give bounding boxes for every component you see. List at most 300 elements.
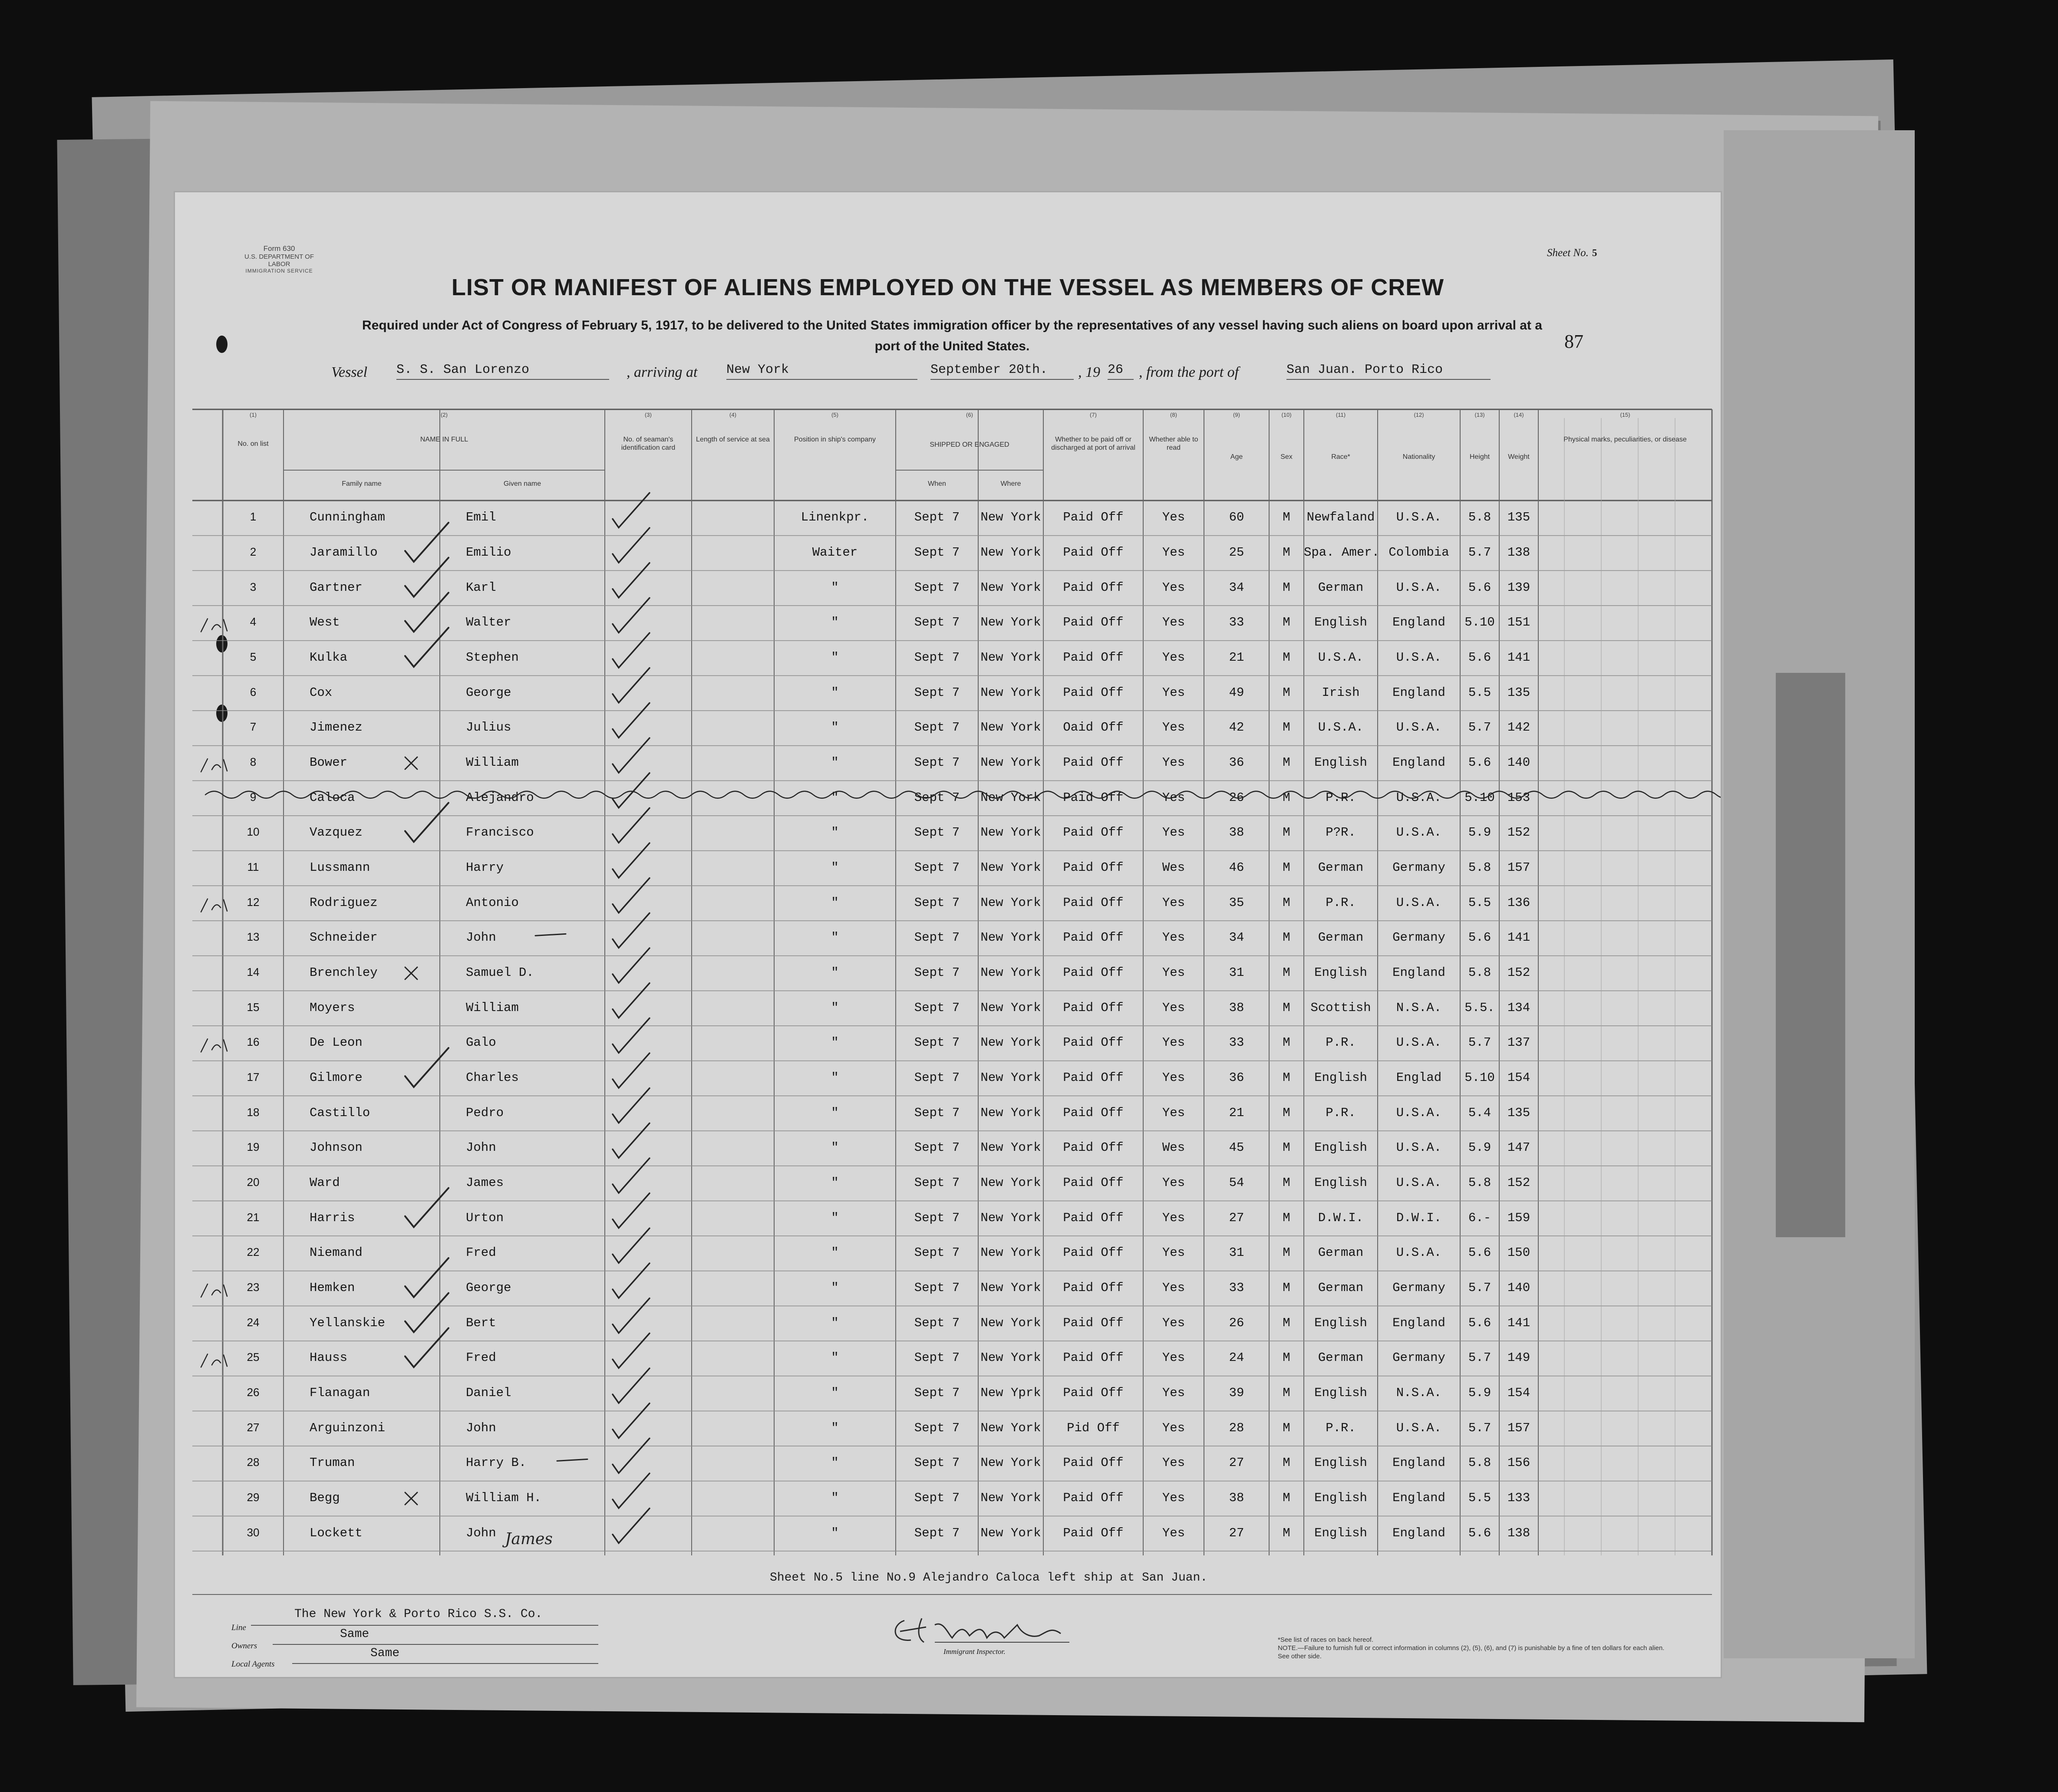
arrival-port: New York <box>726 362 917 380</box>
age: 33 <box>1229 1035 1244 1050</box>
height: 5.6 <box>1468 930 1491 945</box>
shipped-when: Sept 7 <box>914 1176 960 1190</box>
shipped-where: New York <box>980 1456 1041 1470</box>
x-mark <box>405 967 417 979</box>
footer-line-label: Line <box>231 1623 246 1632</box>
check-mark <box>405 558 449 597</box>
race: U.S.A. <box>1318 720 1364 735</box>
shipped-when: Sept 7 <box>914 1281 960 1295</box>
shipped-when: Sept 7 <box>914 1140 960 1155</box>
paid-off-status: Paid Off <box>1063 1456 1124 1470</box>
header-race: Race* <box>1331 453 1350 461</box>
age: 38 <box>1229 1491 1244 1505</box>
position: " <box>831 1140 839 1155</box>
sheet-number-value: 5 <box>1592 247 1597 258</box>
header-position: Position in ship's company <box>794 436 876 443</box>
family-name: Brenchley <box>310 965 378 980</box>
service-name: IMMIGRATION SERVICE <box>245 268 313 274</box>
column-number: (2) <box>441 412 448 418</box>
family-name: Jimenez <box>310 720 363 735</box>
check-mark <box>613 1193 650 1228</box>
shipped-when: Sept 7 <box>914 1420 960 1435</box>
age: 46 <box>1229 860 1244 875</box>
nationality: U.S.A. <box>1396 1140 1442 1155</box>
height: 5.10 <box>1464 1071 1495 1085</box>
given-name: Walter <box>466 615 511 630</box>
weight: 141 <box>1507 930 1530 945</box>
shipped-where: New York <box>980 1210 1041 1225</box>
sex: M <box>1283 1035 1290 1050</box>
race: German <box>1318 580 1364 595</box>
row-number: 13 <box>247 930 260 944</box>
given-name: Francisco <box>466 825 534 840</box>
weight: 139 <box>1507 580 1530 595</box>
able-to-read: Yes <box>1162 720 1185 735</box>
check-mark <box>613 913 650 948</box>
position: " <box>831 1525 839 1540</box>
nationality: Englad <box>1396 1071 1442 1085</box>
margin-mark <box>201 1039 227 1052</box>
shipped-when: Sept 7 <box>914 895 960 910</box>
from-port-label: , from the port of <box>1139 364 1239 380</box>
header-weight: Weight <box>1508 453 1530 461</box>
paid-off-status: Paid Off <box>1063 1140 1124 1155</box>
header-physical-marks: Physical marks, peculiarities, or disease <box>1563 436 1687 443</box>
row-number: 26 <box>247 1386 260 1399</box>
row-number: 7 <box>250 720 257 734</box>
position: " <box>831 1035 839 1050</box>
shipped-where: New York <box>980 965 1041 980</box>
paid-off-status: Paid Off <box>1063 1071 1124 1085</box>
race: English <box>1314 755 1367 770</box>
position: " <box>831 1245 839 1260</box>
page-tab <box>1776 673 1845 1237</box>
family-name: Jaramillo <box>310 545 378 560</box>
check-mark <box>405 1258 449 1297</box>
sex: M <box>1283 860 1290 875</box>
header-nationality: Nationality <box>1402 453 1435 461</box>
shipped-where: New York <box>980 580 1041 595</box>
arriving-label: , arriving at <box>627 364 698 380</box>
footer-agents-label: Local Agents <box>231 1660 275 1669</box>
nationality: Germany <box>1392 1351 1445 1365</box>
age: 33 <box>1229 1281 1244 1295</box>
check-mark <box>613 1158 650 1193</box>
x-mark <box>405 757 417 769</box>
age: 28 <box>1229 1420 1244 1435</box>
age: 27 <box>1229 1525 1244 1540</box>
shipped-when: Sept 7 <box>914 650 960 665</box>
sex: M <box>1283 685 1290 700</box>
check-mark <box>613 948 650 983</box>
shipped-when: Sept 7 <box>914 580 960 595</box>
shipped-where: New York <box>980 1176 1041 1190</box>
race: P.R. <box>1326 1105 1356 1120</box>
column-number: (8) <box>1170 412 1177 418</box>
paid-off-status: Paid Off <box>1063 650 1124 665</box>
able-to-read: Yes <box>1162 1071 1185 1085</box>
height: 5.7 <box>1468 1281 1491 1295</box>
dash-mark <box>557 1459 587 1461</box>
column-number: (3) <box>645 412 652 418</box>
race: English <box>1314 1176 1367 1190</box>
nationality: N.S.A. <box>1396 1386 1442 1400</box>
position: " <box>831 615 839 630</box>
height: 5.6 <box>1468 1525 1491 1540</box>
check-mark <box>405 523 449 562</box>
column-number: (11) <box>1336 412 1346 418</box>
shipped-where: New York <box>980 1351 1041 1365</box>
check-mark <box>405 628 449 667</box>
paid-off-status: Paid Off <box>1063 1035 1124 1050</box>
row-number: 16 <box>247 1035 260 1049</box>
sex: M <box>1283 1386 1290 1400</box>
given-name: Harry <box>466 860 504 875</box>
height: 5.10 <box>1464 790 1495 805</box>
shipped-where: New York <box>980 860 1041 875</box>
position: " <box>831 930 839 945</box>
weight: 152 <box>1507 965 1530 980</box>
paid-off-status: Paid Off <box>1063 615 1124 630</box>
nationality: Germany <box>1392 860 1445 875</box>
manifest-sheet <box>174 191 1722 1678</box>
column-number: (12) <box>1414 412 1424 418</box>
paid-off-status: Paid Off <box>1063 1281 1124 1295</box>
race: P?R. <box>1326 825 1356 840</box>
weight: 156 <box>1507 1456 1530 1470</box>
nationality: England <box>1392 1315 1445 1330</box>
family-name: Castillo <box>310 1105 370 1120</box>
given-name: John <box>466 930 496 945</box>
nationality: England <box>1392 1456 1445 1470</box>
sex: M <box>1283 790 1290 805</box>
position: " <box>831 755 839 770</box>
footer-line-rule <box>251 1625 598 1626</box>
height: 5.8 <box>1468 860 1491 875</box>
paid-off-status: Paid Off <box>1063 755 1124 770</box>
column-number: (7) <box>1090 412 1097 418</box>
weight: 157 <box>1507 860 1530 875</box>
paid-off-status: Paid Off <box>1063 1386 1124 1400</box>
paid-off-status: Paid Off <box>1063 1210 1124 1225</box>
nationality: D.W.I. <box>1396 1210 1442 1225</box>
age: 27 <box>1229 1210 1244 1225</box>
row-number: 6 <box>250 685 257 698</box>
paid-off-status: Paid Off <box>1063 965 1124 980</box>
paid-off-status: Paid Off <box>1063 1491 1124 1505</box>
header-shipped-or-engaged: SHIPPED OR ENGAGED <box>930 441 1009 448</box>
height: 5.7 <box>1468 720 1491 735</box>
footer-line-value: The New York & Porto Rico S.S. Co. <box>294 1608 543 1621</box>
check-mark <box>613 1053 650 1088</box>
sex: M <box>1283 1176 1290 1190</box>
check-mark <box>613 773 650 808</box>
family-name: Cox <box>310 685 333 700</box>
able-to-read: Wes <box>1162 1140 1185 1155</box>
column-number: (13) <box>1474 412 1485 418</box>
height: 5.10 <box>1464 615 1495 630</box>
check-mark <box>613 983 650 1018</box>
age: 45 <box>1229 1140 1244 1155</box>
check-mark <box>613 1018 650 1053</box>
handwritten-correction: James <box>505 1530 553 1548</box>
family-name: Schneider <box>310 930 378 945</box>
able-to-read: Yes <box>1162 1315 1185 1330</box>
row-number: 18 <box>247 1105 260 1119</box>
sex: M <box>1283 1525 1290 1540</box>
check-mark <box>613 1438 650 1473</box>
column-number: (15) <box>1620 412 1630 418</box>
shipped-when: Sept 7 <box>914 930 960 945</box>
paid-off-status: Paid Off <box>1063 1176 1124 1190</box>
age: 26 <box>1229 1315 1244 1330</box>
paid-off-status: Paid Off <box>1063 1000 1124 1015</box>
header-family-name: Family name <box>342 480 382 488</box>
paid-off-status: Paid Off <box>1063 790 1124 805</box>
given-name: Antonio <box>466 895 519 910</box>
height: 5.5 <box>1468 895 1491 910</box>
nationality: England <box>1392 615 1445 630</box>
sex: M <box>1283 1420 1290 1435</box>
position: " <box>831 1176 839 1190</box>
check-mark <box>613 493 650 527</box>
shipped-when: Sept 7 <box>914 510 960 525</box>
sex: M <box>1283 1315 1290 1330</box>
row-number: 28 <box>247 1456 260 1469</box>
age: 36 <box>1229 755 1244 770</box>
position: " <box>831 1000 839 1015</box>
given-name: George <box>466 1281 511 1295</box>
age: 21 <box>1229 650 1244 665</box>
height: 5.8 <box>1468 1176 1491 1190</box>
position: " <box>831 1210 839 1225</box>
shipped-when: Sept 7 <box>914 685 960 700</box>
position: " <box>831 580 839 595</box>
check-mark <box>613 878 650 913</box>
height: 5.7 <box>1468 1351 1491 1365</box>
position: " <box>831 1456 839 1470</box>
family-name: De Leon <box>310 1035 363 1050</box>
position: " <box>831 1315 839 1330</box>
nationality: U.S.A. <box>1396 580 1442 595</box>
weight: 140 <box>1507 1281 1530 1295</box>
shipped-when: Sept 7 <box>914 965 960 980</box>
sex: M <box>1283 1140 1290 1155</box>
year-prefix: , 19 <box>1078 364 1100 380</box>
race: German <box>1318 930 1364 945</box>
check-mark <box>613 703 650 738</box>
footnote <box>1278 1636 1669 1660</box>
weight: 142 <box>1507 720 1530 735</box>
position: Waiter <box>812 545 858 560</box>
race: Spa. Amer. <box>1304 545 1380 560</box>
family-name: Yellanskie <box>310 1315 386 1330</box>
nationality: U.S.A. <box>1396 1245 1442 1260</box>
height: 5.7 <box>1468 545 1491 560</box>
vessel-label: Vessel <box>331 364 368 380</box>
nationality: U.S.A. <box>1396 1176 1442 1190</box>
family-name: Rodriguez <box>310 895 378 910</box>
shipped-where: New York <box>980 1420 1041 1435</box>
race: English <box>1314 615 1367 630</box>
family-name: West <box>310 615 340 630</box>
family-name: Lussmann <box>310 860 370 875</box>
age: 31 <box>1229 965 1244 980</box>
race: German <box>1318 860 1364 875</box>
inspector-signature <box>887 1608 1104 1651</box>
check-mark <box>405 1188 449 1227</box>
margin-mark <box>201 619 227 632</box>
column-number: (1) <box>250 412 257 418</box>
row-number: 2 <box>250 545 257 558</box>
shipped-when: Sept 7 <box>914 1245 960 1260</box>
paid-off-status: Pid Off <box>1067 1420 1120 1435</box>
sex: M <box>1283 1351 1290 1365</box>
header-no-on-list: No. on list <box>237 440 269 448</box>
row-number: 5 <box>250 650 257 663</box>
race: German <box>1318 1351 1364 1365</box>
shipped-when: Sept 7 <box>914 1491 960 1505</box>
weight: 151 <box>1507 615 1530 630</box>
paid-off-status: Paid Off <box>1063 1315 1124 1330</box>
sex: M <box>1283 1000 1290 1015</box>
nationality: U.S.A. <box>1396 825 1442 840</box>
footer-owners-rule <box>273 1644 598 1645</box>
position: " <box>831 1071 839 1085</box>
x-mark <box>405 1492 417 1505</box>
row-number: 10 <box>247 825 260 839</box>
position: " <box>831 790 839 805</box>
race: English <box>1314 1140 1367 1155</box>
row-number: 21 <box>247 1210 260 1224</box>
header-id-card: No. of seaman's identification card <box>621 436 676 451</box>
check-mark <box>613 1228 650 1263</box>
height: 5.8 <box>1468 510 1491 525</box>
nationality: England <box>1392 965 1445 980</box>
nationality: England <box>1392 1491 1445 1505</box>
able-to-read: Wes <box>1162 860 1185 875</box>
dash-mark <box>535 934 566 936</box>
race: U.S.A. <box>1318 650 1364 665</box>
header-age: Age <box>1230 453 1243 461</box>
column-number: (14) <box>1514 412 1524 418</box>
given-name: Daniel <box>466 1386 511 1400</box>
paid-off-status: Paid Off <box>1063 1245 1124 1260</box>
shipped-when: Sept 7 <box>914 790 960 805</box>
age: 38 <box>1229 825 1244 840</box>
nationality: U.S.A. <box>1396 720 1442 735</box>
check-mark <box>613 1333 650 1368</box>
subtitle-line-2: port of the United States. <box>874 339 1030 353</box>
sex: M <box>1283 1071 1290 1085</box>
able-to-read: Yes <box>1162 755 1185 770</box>
shipped-when: Sept 7 <box>914 1105 960 1120</box>
able-to-read: Yes <box>1162 510 1185 525</box>
shipped-when: Sept 7 <box>914 1315 960 1330</box>
able-to-read: Yes <box>1162 825 1185 840</box>
given-name: Fred <box>466 1351 496 1365</box>
header-where: Where <box>1000 480 1021 488</box>
family-name: Moyers <box>310 1000 355 1015</box>
shipped-where: New York <box>980 1281 1041 1295</box>
race: English <box>1314 1456 1367 1470</box>
given-name: William H. <box>466 1491 542 1505</box>
row-number: 30 <box>247 1525 260 1539</box>
given-name: Karl <box>466 580 496 595</box>
age: 35 <box>1229 895 1244 910</box>
age: 39 <box>1229 1386 1244 1400</box>
header-sex: Sex <box>1280 453 1293 461</box>
footer-owners-value: Same <box>340 1627 369 1641</box>
paid-off-status: Paid Off <box>1063 510 1124 525</box>
able-to-read: Yes <box>1162 1281 1185 1295</box>
check-mark <box>613 598 650 632</box>
check-mark <box>613 633 650 668</box>
family-name: Gilmore <box>310 1071 363 1085</box>
able-to-read: Yes <box>1162 930 1185 945</box>
strike-through-line <box>205 791 1721 798</box>
check-mark <box>613 738 650 773</box>
given-name: William <box>466 755 519 770</box>
row-number: 3 <box>250 580 257 593</box>
height: 5.6 <box>1468 580 1491 595</box>
column-number: (6) <box>966 412 973 418</box>
position: " <box>831 1351 839 1365</box>
age: 21 <box>1229 1105 1244 1120</box>
sheet-number-label: Sheet No. <box>1547 247 1589 259</box>
underlying-page-edge <box>1724 130 1915 1658</box>
weight: 134 <box>1507 1000 1530 1015</box>
weight: 138 <box>1507 545 1530 560</box>
able-to-read: Yes <box>1162 685 1185 700</box>
check-mark <box>405 803 449 842</box>
race: P.R. <box>1326 1035 1356 1050</box>
height: 6.- <box>1468 1210 1491 1225</box>
family-name: Lockett <box>310 1525 363 1540</box>
margin-mark <box>201 1284 227 1297</box>
race: English <box>1314 1525 1367 1540</box>
row-number: 27 <box>247 1420 260 1434</box>
given-name: Charles <box>466 1071 519 1085</box>
row-number: 12 <box>247 895 260 909</box>
row-number: 22 <box>247 1245 260 1259</box>
sex: M <box>1283 615 1290 630</box>
paid-off-status: Paid Off <box>1063 825 1124 840</box>
age: 49 <box>1229 685 1244 700</box>
given-name: Samuel D. <box>466 965 534 980</box>
given-name: Harry B. <box>466 1456 527 1470</box>
sex: M <box>1283 1210 1290 1225</box>
row-number: 24 <box>247 1315 260 1329</box>
shipped-where: New York <box>980 895 1041 910</box>
shipped-where: New York <box>980 1105 1041 1120</box>
shipped-when: Sept 7 <box>914 1386 960 1400</box>
height: 5.8 <box>1468 965 1491 980</box>
family-name: Cunningham <box>310 510 386 525</box>
paid-off-status: Paid Off <box>1063 1351 1124 1365</box>
weight: 152 <box>1507 1176 1530 1190</box>
sex: M <box>1283 580 1290 595</box>
shipped-where: New York <box>980 685 1041 700</box>
sex: M <box>1283 1105 1290 1120</box>
check-mark <box>613 528 650 563</box>
age: 27 <box>1229 1456 1244 1470</box>
height: 5.6 <box>1468 650 1491 665</box>
age: 54 <box>1229 1176 1244 1190</box>
family-name: Truman <box>310 1456 355 1470</box>
subtitle-line-1: Required under Act of Congress of February 5, 1917, to be delivered to the United States immigration officer by the representatives of any vessel having such aliens on board upon arrival at a <box>362 318 1542 333</box>
age: 33 <box>1229 615 1244 630</box>
